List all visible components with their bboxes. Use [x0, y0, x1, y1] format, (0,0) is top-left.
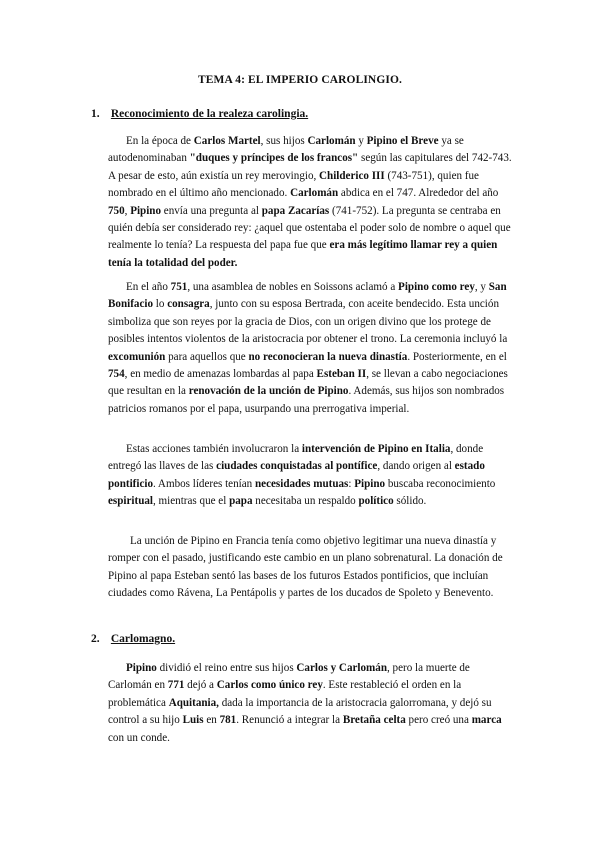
bold-text-run: Carlos y Carlomán	[296, 662, 387, 674]
paragraph-4	[108, 533, 514, 603]
bold-text-run: 771	[167, 679, 185, 692]
bold-text-run: Carlomán	[307, 135, 356, 147]
text-run: ,	[124, 204, 131, 217]
bold-text-run: 754	[108, 368, 125, 381]
bold-text-run: Pipino	[130, 204, 162, 217]
bold-text-run: ciudades conquistadas al pontífice	[216, 460, 378, 473]
bold-text-run: papa	[229, 495, 253, 508]
bold-text-run: Pipino	[354, 477, 386, 490]
text-run: buscaba reconocimiento	[385, 477, 496, 490]
bold-text-run: intervención de Pipino en Italia	[301, 443, 451, 455]
section-heading-1	[91, 108, 308, 120]
section-number: 2.	[91, 633, 100, 645]
text-run: :	[348, 477, 355, 490]
bold-text-run: Aquitania,	[168, 696, 219, 709]
bold-text-run: necesidades mutuas	[254, 477, 349, 490]
text-run: Estas acciones también involucraron la	[126, 443, 302, 455]
text-run: necesitaba un respaldo	[252, 495, 359, 508]
text-run: . Este restableció el orden en la problemática	[108, 679, 462, 709]
text-run: En la época de	[126, 135, 194, 147]
bold-text-run: consagra	[167, 298, 210, 311]
text-run: envía una pregunta al	[161, 204, 262, 217]
text-run: (741-752). La pregunta se centraba en quién debía ser considerado rey: ¿aquel que ostentaba el poder solo de nombre o aquel que realmente lo tenía? La respuesta del papa fue que	[108, 204, 511, 252]
text-run: , se llevan a cabo negociaciones que resultan en la	[108, 368, 508, 398]
bold-text-run: estado pontificio	[108, 460, 485, 490]
bold-text-run: Carlomán	[290, 187, 339, 200]
text-run: , y	[474, 281, 489, 293]
section-title: Carlomagno.	[110, 633, 176, 645]
bold-text-run: Luis	[182, 714, 204, 727]
bold-text-run: "duques y príncipes de los francos"	[189, 152, 359, 165]
section-number: 1.	[91, 108, 100, 120]
bold-text-run: 781	[219, 714, 237, 727]
bold-text-run: Pipino	[126, 662, 157, 674]
bold-text-run: espiritual	[108, 495, 153, 508]
bold-text-run: excomunión	[108, 350, 166, 363]
text-run: , donde entregó las llaves de las	[108, 443, 484, 473]
bold-text-run: Pipino el Breve	[366, 135, 439, 147]
bold-text-run: papa Zacarías	[261, 204, 330, 217]
bold-text-run: Childerico III	[319, 169, 385, 182]
text-run: y	[355, 135, 367, 147]
text-run: , dando origen al	[377, 460, 455, 473]
text-run: abdica en el 747. Alrededor del año	[338, 187, 499, 200]
bold-text-run: marca	[471, 714, 502, 727]
paragraph-1	[108, 133, 514, 272]
bold-text-run: era más legítimo llamar rey a quien tenía la totalidad del poder.	[108, 239, 498, 269]
text-run: , sus hijos	[260, 135, 308, 147]
text-run: . Además, sus hijos son nombrados patricios romanos por el papa, usurpando una prerrogativa imperial.	[108, 385, 505, 415]
bold-text-run: 750	[108, 204, 125, 217]
document-title: TEMA 4: EL IMPERIO CAROLINGIO.	[198, 74, 402, 86]
text-run: según las capitulares del 742-743. A pesar de esto, aún existía un rey merovingio,	[108, 152, 512, 182]
bold-text-run: político	[358, 495, 394, 508]
text-run: En el año	[126, 281, 171, 293]
text-run: . Ambos líderes tenían	[153, 477, 255, 490]
text-run: en	[203, 714, 220, 727]
text-run: pero creó una	[405, 714, 472, 727]
text-run: dejó a	[184, 679, 217, 692]
bold-text-run: no reconocieran la nueva dinastía	[248, 350, 408, 363]
bold-text-run: Esteban II	[316, 368, 367, 381]
section-heading-2	[91, 633, 175, 645]
text-run: ya se autodenominaban	[108, 135, 464, 165]
text-run: , en medio de amenazas lombardas al papa	[124, 368, 317, 381]
text-run: La unción de Pipino en Francia tenía como objetivo legitimar una nueva dinastía y romper con el pasado, justificando este cambio en un plano sobrenatural. La donación de Pipino al papa Esteban sentó las bases de los futuros Estados pontificios, que incluían ciudades como Rávena, La Pentápolis y partes de los ducados de Spoleto y Benevento.	[108, 535, 503, 600]
text-run: lo	[153, 298, 168, 311]
text-run: dividió el reino entre sus hijos	[156, 662, 297, 674]
paragraph-3	[108, 441, 514, 511]
text-run: , mientras que el	[153, 495, 230, 508]
text-run: , pero la muerte de Carlomán en	[108, 662, 470, 692]
text-run: , una asamblea de nobles en Soissons aclamó a	[187, 281, 399, 293]
paragraph-2	[108, 279, 514, 418]
text-run: . Renunció a integrar la	[236, 714, 343, 727]
bold-text-run: renovación de la unción de Pipino	[188, 385, 349, 398]
text-run: con un conde.	[108, 731, 170, 744]
text-run: . Posteriormente, en el	[407, 350, 507, 363]
section-title: Reconocimiento de la realeza carolingia.	[110, 108, 309, 120]
bold-text-run: Bretaña celta	[342, 714, 406, 727]
bold-text-run: Pipino como rey	[398, 281, 475, 293]
text-run: (743-751), quien fue nombrado en el último año mencionado.	[108, 169, 479, 200]
text-run: dada la importancia de la aristocracia galorromana, y dejó su control a su hijo	[108, 696, 492, 727]
text-run: para aquellos que	[165, 350, 249, 363]
text-run: sólido.	[393, 495, 427, 508]
bold-text-run: San Bonifacio	[108, 281, 507, 311]
text-run: , junto con su esposa Bertrada, con aceite bendecido. Esta unción simboliza que son reyes por la gracia de Dios, con un origen divino que los protege de posibles intentos violentos de la aristocracia por obtener el trono. La ceremonia incluyó la	[108, 298, 508, 346]
paragraph-5	[108, 660, 514, 747]
bold-text-run: Carlos Martel	[193, 135, 261, 147]
bold-text-run: 751	[170, 281, 188, 293]
bold-text-run: Carlos como único rey	[216, 679, 323, 692]
